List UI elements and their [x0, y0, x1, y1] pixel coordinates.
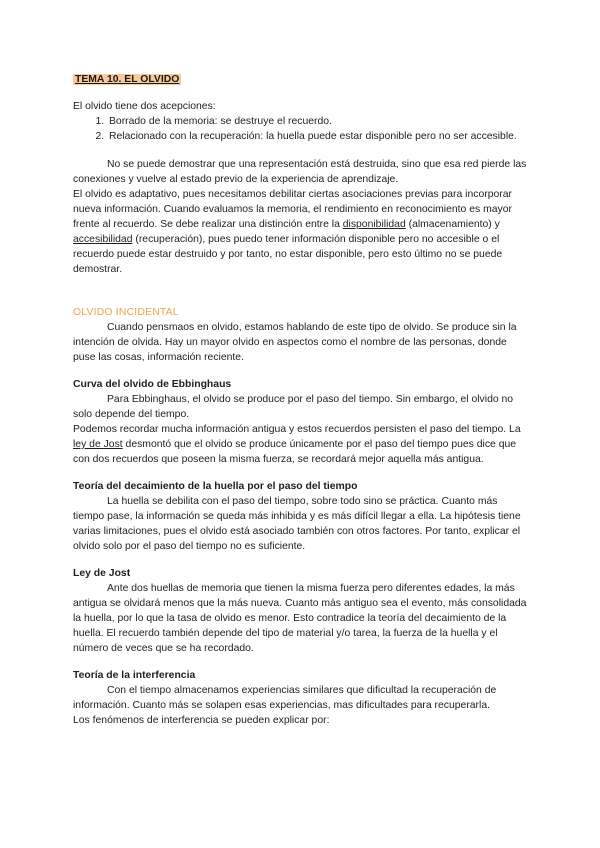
term-accesibilidad: accesibilidad: [73, 234, 133, 245]
document-title: TEMA 10. EL OLVIDO: [75, 74, 180, 85]
acepciones-list: [73, 114, 531, 144]
heading-ebbinghaus: Curva del olvido de Ebbinghaus: [73, 379, 232, 390]
heading-decaimiento: Teoría del decaimiento de la huella por el paso del tiempo: [73, 481, 358, 492]
list-item: 2. Relacionado con la recuperación: la huella puede estar disponible pero no ser accesible.: [107, 129, 531, 144]
paragraph-olvido-incidental: Cuando pensmaos en olvido, estamos hablando de este tipo de olvido. Se produce sin la intención de olvida. Hay un mayor olvido en aspectos como el nombre de las personas, donde puse las cosas, información reciente.: [73, 322, 517, 363]
document-page: [73, 72, 531, 728]
paragraph-ley-de-jost: Ante dos huellas de memoria que tienen la misma fuerza pero diferentes edades, la más antigua se olvidará menos que la más nueva. Cuanto más antiguo sea el evento, más consolidada la huella, por lo que la tasa de olvido es menor. Esto contradice la teoría del decaimiento de la huella. El recuerdo también depende del tipo de material y/o tarea, la fuerza de la huella y el número de veces que se ha recordado.: [73, 583, 527, 654]
section-heading-olvido-incidental: OLVIDO INCIDENTAL: [73, 307, 179, 318]
paragraph-adaptativo: El olvido es adaptativo, pues necesitamos debilitar ciertas asociaciones previas para incorporar nueva información. Cuando evaluamos la memoria, el rendimiento en reconocimiento es mayor frente al recuerdo. Se debe realizar una distinción entre la disponibilidad (almacenamiento) y accesibilidad (recuperación), pues puedo tener información disponible pero no accesible o el recuerdo puede estar destruido y por tanto, no estar disponible, pero esto último no se puede demostrar.: [73, 189, 512, 275]
term-disponibilidad: disponibilidad: [342, 219, 406, 230]
paragraph-interferencia-2: Los fenómenos de interferencia se pueden explicar por:: [73, 715, 330, 726]
paragraph-destruida: No se puede demostrar que una representación está destruida, sino que esa red pierde las conexiones y vuelve al estado previo de la experiencia de aprendizaje.: [73, 159, 527, 185]
title-wrap: [73, 72, 531, 87]
paragraph-interferencia-1: Con el tiempo almacenamos experiencias similares que dificultad la recuperación de información. Cuanto más se solapen esas experiencias, mas dificultades para recuperarla.: [73, 685, 497, 711]
list-item: 1. Borrado de la memoria: se destruye el recuerdo.: [107, 114, 531, 129]
heading-interferencia: Teoría de la interferencia: [73, 670, 196, 681]
paragraph-ebbinghaus-1: Para Ebbinghaus, el olvido se produce por el paso del tiempo. Sin embargo, el olvido no solo depende del tiempo.: [73, 394, 514, 420]
paragraph-ebbinghaus-2: Podemos recordar mucha información antigua y estos recuerdos persisten el paso del tiempo. La ley de Jost desmontó que el olvido se produce únicamente por el paso del tiempo pues dice que con dos recuerdos que poseen la misma fuerza, se recordará mejor aquella más antigua.: [73, 424, 521, 465]
heading-ley-de-jost: Ley de Jost: [73, 568, 131, 579]
intro-text: El olvido tiene dos acepciones:: [73, 101, 216, 112]
paragraph-decaimiento: La huella se debilita con el paso del tiempo, sobre todo sino se práctica. Cuanto más tiempo pase, la información se queda más inhibida y es más difícil llegar a ella. La hipótesis tiene varias limitaciones, pues el olvido está asociado también con otros factores. Por tanto, explicar el olvido solo por el paso del tiempo no es suficiente.: [73, 496, 521, 552]
term-ley-de-jost: ley de Jost: [73, 439, 123, 450]
